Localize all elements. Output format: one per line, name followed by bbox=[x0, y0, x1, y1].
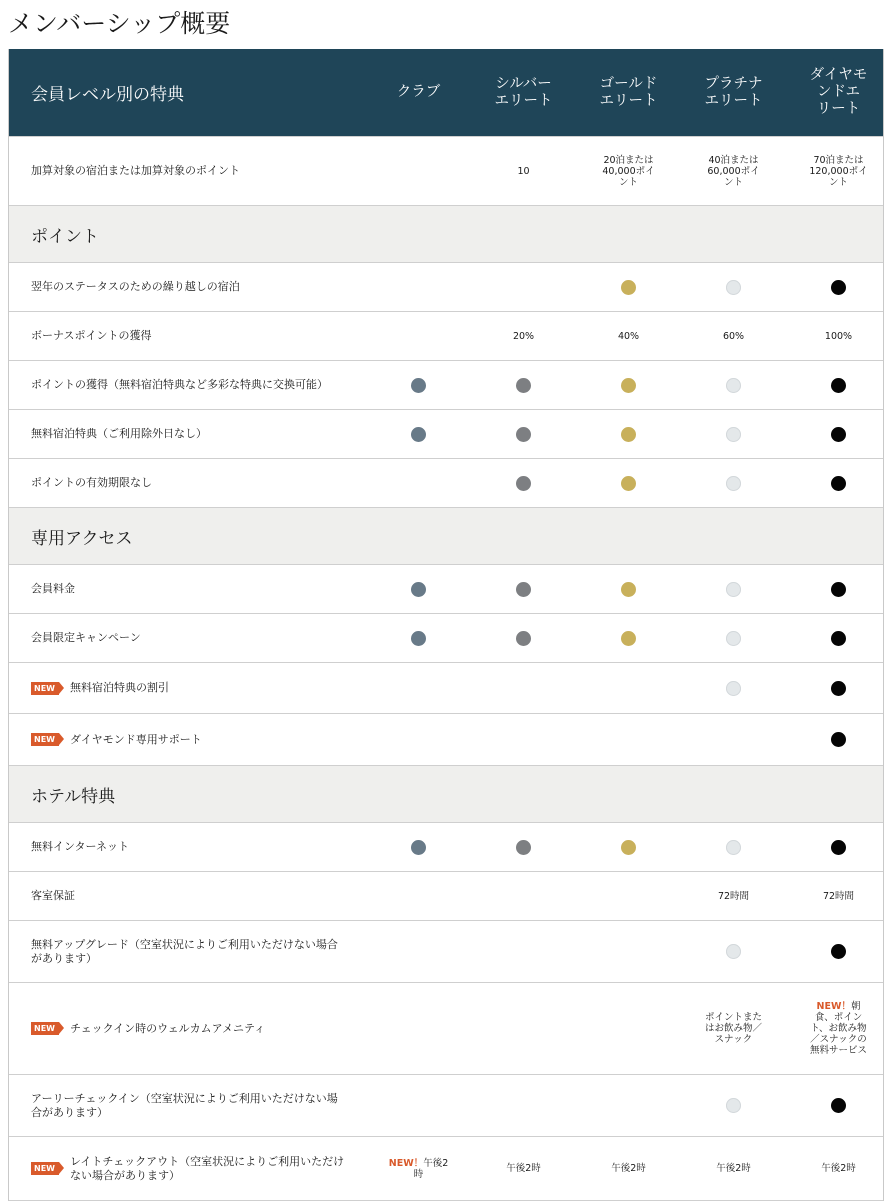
tier-cell bbox=[471, 331, 576, 342]
gold-benefit-dot-icon bbox=[621, 427, 636, 442]
row-label bbox=[9, 280, 366, 294]
row-label bbox=[9, 1155, 366, 1183]
diamond-benefit-dot-icon bbox=[831, 944, 846, 959]
diamond-benefit-dot-icon bbox=[831, 378, 846, 393]
table-row bbox=[9, 262, 883, 311]
row-label bbox=[9, 164, 366, 178]
tier-cell bbox=[681, 1012, 786, 1045]
row-label-text: アーリーチェックイン（空室状況によりご利用いただけない場合があります） bbox=[31, 1091, 338, 1119]
diamond-benefit-dot-icon bbox=[831, 631, 846, 646]
platinum-benefit-dot-icon bbox=[726, 427, 741, 442]
table-row bbox=[9, 822, 883, 871]
tier-cell bbox=[786, 1098, 889, 1113]
silver-benefit-dot-icon bbox=[516, 476, 531, 491]
table-row bbox=[9, 564, 883, 613]
tier-cell bbox=[786, 840, 889, 855]
tier-cell bbox=[471, 427, 576, 442]
row-label-text: 無料アップグレード（空室状況によりご利用いただけない場合があります） bbox=[31, 937, 338, 965]
section-header: ポイント bbox=[9, 205, 883, 262]
row-label bbox=[9, 733, 366, 747]
table-row bbox=[9, 613, 883, 662]
tier-cell bbox=[576, 582, 681, 597]
tier-cell bbox=[576, 331, 681, 342]
diamond-benefit-dot-icon bbox=[831, 427, 846, 442]
cell-value: 72時間 bbox=[822, 890, 855, 902]
tier-cell bbox=[681, 378, 786, 393]
tier-diamond-elite: ダイヤモ ンドエ リート bbox=[809, 67, 868, 117]
row-label-text: ボーナスポイントの獲得 bbox=[31, 329, 152, 342]
club-benefit-dot-icon bbox=[411, 582, 426, 597]
tier-cell bbox=[576, 631, 681, 646]
cell-value: 午後2時 bbox=[821, 1163, 856, 1174]
diamond-benefit-dot-icon bbox=[831, 280, 846, 295]
tier-cell bbox=[786, 280, 889, 295]
tier-cell bbox=[681, 631, 786, 646]
tier-cell bbox=[786, 681, 889, 696]
row-label-text: 客室保証 bbox=[31, 889, 75, 902]
cell-value bbox=[810, 1001, 867, 1056]
platinum-benefit-dot-icon bbox=[726, 631, 741, 646]
tier-cell bbox=[471, 1163, 576, 1174]
tier-cell bbox=[576, 280, 681, 295]
club-benefit-dot-icon bbox=[411, 378, 426, 393]
diamond-benefit-dot-icon bbox=[831, 732, 846, 747]
row-label-text: 会員限定キャンペーン bbox=[31, 631, 141, 644]
cell-value: 10 bbox=[517, 165, 530, 177]
table-row bbox=[9, 920, 883, 982]
tier-cell bbox=[786, 631, 889, 646]
row-label bbox=[9, 840, 366, 854]
row-label-text: 無料宿泊特典の割引 bbox=[69, 681, 169, 694]
tier-cell bbox=[786, 1001, 889, 1056]
cell-value-text: 午後2 時 bbox=[413, 1157, 449, 1180]
tier-cell bbox=[786, 378, 889, 393]
platinum-benefit-dot-icon bbox=[726, 280, 741, 295]
tier-cell bbox=[786, 1163, 889, 1174]
row-label bbox=[9, 582, 366, 596]
tier-cell bbox=[576, 427, 681, 442]
row-label bbox=[9, 631, 366, 645]
platinum-benefit-dot-icon bbox=[726, 1098, 741, 1113]
table-body bbox=[9, 136, 883, 1201]
platinum-benefit-dot-icon bbox=[726, 582, 741, 597]
tier-cell bbox=[471, 840, 576, 855]
row-label-text: 無料宿泊特典（ご利用除外日なし） bbox=[31, 427, 207, 440]
tier-cell bbox=[681, 476, 786, 491]
membership-table bbox=[8, 49, 884, 1201]
row-label bbox=[9, 378, 366, 392]
tier-cell bbox=[681, 155, 786, 188]
cell-value: 午後2時 bbox=[716, 1163, 751, 1174]
table-row bbox=[9, 1074, 883, 1136]
tier-platinum-elite: プラチナ エリート bbox=[704, 75, 763, 109]
table-row bbox=[9, 713, 883, 765]
table-header bbox=[9, 49, 883, 136]
table-row bbox=[9, 409, 883, 458]
new-badge: NEW bbox=[31, 682, 59, 695]
row-label-text: ポイントの有効期限なし bbox=[31, 476, 152, 489]
cell-value: 72時間 bbox=[717, 890, 750, 902]
row-label-text: 会員料金 bbox=[31, 582, 75, 595]
tier-gold-elite: ゴールド エリート bbox=[599, 75, 658, 109]
platinum-benefit-dot-icon bbox=[726, 476, 741, 491]
row-label-text: レイトチェックアウト（空室状況によりご利用いただけない場合があります） bbox=[69, 1154, 345, 1182]
silver-benefit-dot-icon bbox=[516, 378, 531, 393]
tier-cell bbox=[681, 331, 786, 342]
silver-benefit-dot-icon bbox=[516, 427, 531, 442]
row-label-text: ポイントの獲得（無料宿泊特典など多彩な特典に交換可能） bbox=[31, 378, 328, 391]
cell-value bbox=[389, 1158, 448, 1180]
tier-cell bbox=[366, 840, 471, 855]
club-benefit-dot-icon bbox=[411, 427, 426, 442]
diamond-benefit-dot-icon bbox=[831, 681, 846, 696]
tier-cell bbox=[681, 582, 786, 597]
tier-cell bbox=[681, 1098, 786, 1113]
gold-benefit-dot-icon bbox=[621, 840, 636, 855]
tier-cell bbox=[786, 427, 889, 442]
tier-cell bbox=[471, 378, 576, 393]
section-header: ホテル特典 bbox=[9, 765, 883, 822]
tier-cell bbox=[366, 1158, 471, 1180]
cell-value: 100% bbox=[824, 330, 853, 342]
row-label bbox=[9, 427, 366, 441]
tier-cell bbox=[786, 891, 889, 902]
tier-cell bbox=[471, 582, 576, 597]
tier-cell bbox=[576, 1163, 681, 1174]
tier-cell bbox=[786, 331, 889, 342]
table-row bbox=[9, 360, 883, 409]
diamond-benefit-dot-icon bbox=[831, 840, 846, 855]
table-row bbox=[9, 662, 883, 713]
tier-cell bbox=[471, 631, 576, 646]
tier-cell bbox=[576, 840, 681, 855]
tier-cell bbox=[366, 378, 471, 393]
silver-benefit-dot-icon bbox=[516, 840, 531, 855]
tier-cell bbox=[576, 155, 681, 188]
cell-value: 40% bbox=[617, 330, 640, 342]
gold-benefit-dot-icon bbox=[621, 582, 636, 597]
tier-cell bbox=[786, 944, 889, 959]
cell-value: ポイントまた はお飲み物／ スナック bbox=[704, 1012, 762, 1045]
cell-value: 20泊または 40,000ポイ ント bbox=[602, 154, 655, 188]
diamond-benefit-dot-icon bbox=[831, 582, 846, 597]
row-label bbox=[9, 1092, 366, 1120]
silver-benefit-dot-icon bbox=[516, 631, 531, 646]
tier-cell bbox=[681, 280, 786, 295]
new-inline-label: NEW！ bbox=[816, 1001, 851, 1012]
platinum-benefit-dot-icon bbox=[726, 840, 741, 855]
tier-cell bbox=[681, 427, 786, 442]
diamond-benefit-dot-icon bbox=[831, 476, 846, 491]
row-label-text: 加算対象の宿泊または加算対象のポイント bbox=[31, 164, 240, 177]
club-benefit-dot-icon bbox=[411, 840, 426, 855]
diamond-benefit-dot-icon bbox=[831, 1098, 846, 1113]
header-label: 会員レベル別の特典 bbox=[31, 85, 184, 105]
tier-cell bbox=[786, 582, 889, 597]
tier-cell bbox=[681, 840, 786, 855]
row-label bbox=[9, 1022, 366, 1036]
platinum-benefit-dot-icon bbox=[726, 378, 741, 393]
row-label bbox=[9, 889, 366, 903]
cell-value: 午後2時 bbox=[611, 1163, 646, 1174]
row-label bbox=[9, 476, 366, 490]
tier-cell bbox=[681, 944, 786, 959]
new-badge: NEW bbox=[31, 1022, 59, 1035]
new-badge: NEW bbox=[31, 733, 59, 746]
tier-cell bbox=[681, 1163, 786, 1174]
cell-value: 40泊または 60,000ポイ ント bbox=[707, 154, 760, 188]
cell-value: 60% bbox=[722, 330, 745, 342]
tier-cell bbox=[366, 427, 471, 442]
platinum-benefit-dot-icon bbox=[726, 681, 741, 696]
cell-value: 70泊または 120,000ポイ ント bbox=[809, 154, 868, 188]
gold-benefit-dot-icon bbox=[621, 631, 636, 646]
tier-cell bbox=[681, 681, 786, 696]
tier-cell bbox=[681, 891, 786, 902]
row-label bbox=[9, 329, 366, 343]
section-header: 専用アクセス bbox=[9, 507, 883, 564]
tier-cell bbox=[786, 155, 889, 188]
silver-benefit-dot-icon bbox=[516, 582, 531, 597]
new-inline-label: NEW！ bbox=[388, 1157, 424, 1169]
club-benefit-dot-icon bbox=[411, 631, 426, 646]
page-title: メンバーシップ概要 bbox=[8, 9, 231, 38]
tier-cell bbox=[786, 732, 889, 747]
new-badge: NEW bbox=[31, 1162, 59, 1175]
table-row bbox=[9, 1136, 883, 1201]
cell-value: 20% bbox=[512, 330, 535, 342]
table-row bbox=[9, 982, 883, 1074]
tier-cell bbox=[576, 476, 681, 491]
cell-value-text: 朝 食、ポイン ト、お飲み物 ／スナックの 無料サービス bbox=[809, 1001, 867, 1056]
cell-value: 午後2時 bbox=[506, 1163, 541, 1174]
table-row bbox=[9, 311, 883, 360]
row-label-text: チェックイン時のウェルカムアメニティ bbox=[69, 1021, 266, 1035]
tier-cell bbox=[471, 166, 576, 177]
tier-silver-elite: シルバー エリート bbox=[494, 75, 553, 109]
table-row bbox=[9, 458, 883, 507]
tier-cell bbox=[576, 378, 681, 393]
row-label-text: ダイヤモンド専用サポート bbox=[69, 732, 202, 746]
row-label bbox=[9, 938, 366, 966]
tier-cell bbox=[366, 631, 471, 646]
gold-benefit-dot-icon bbox=[621, 476, 636, 491]
gold-benefit-dot-icon bbox=[621, 378, 636, 393]
tier-cell bbox=[471, 476, 576, 491]
row-label-text: 無料インターネット bbox=[31, 840, 130, 853]
row-label-text: 翌年のステータスのための繰り越しの宿泊 bbox=[31, 280, 240, 293]
table-row bbox=[9, 136, 883, 205]
tier-cell bbox=[366, 582, 471, 597]
tier-club: クラブ bbox=[396, 84, 441, 100]
tier-cell bbox=[786, 476, 889, 491]
table-row bbox=[9, 871, 883, 920]
platinum-benefit-dot-icon bbox=[726, 944, 741, 959]
gold-benefit-dot-icon bbox=[621, 280, 636, 295]
row-label bbox=[9, 681, 366, 695]
